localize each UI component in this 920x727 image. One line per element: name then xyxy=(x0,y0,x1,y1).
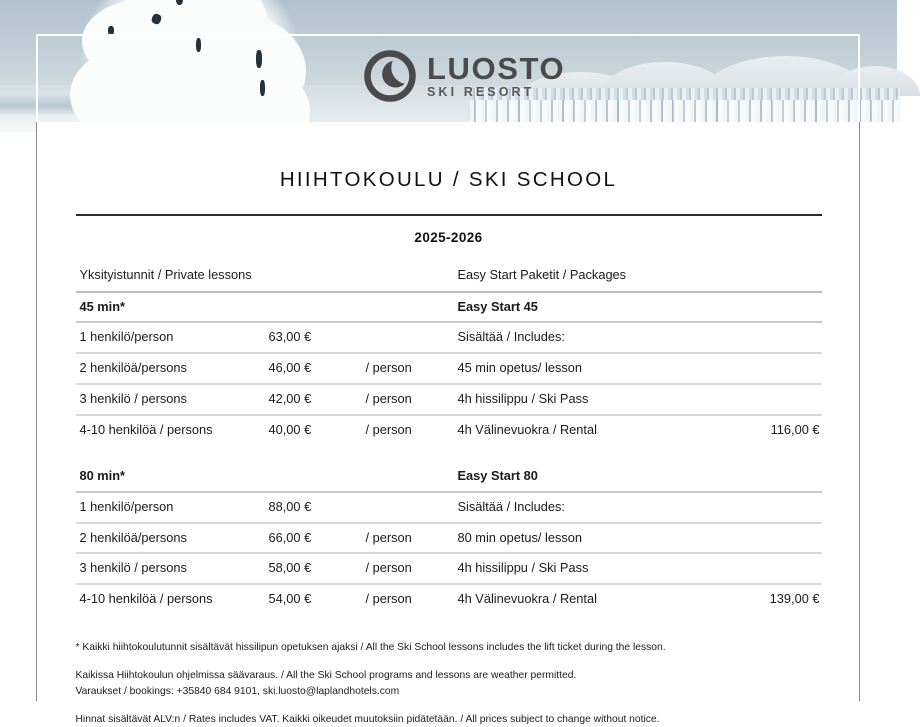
logo-name: LUOSTO xyxy=(427,50,566,86)
page-border-right xyxy=(859,122,860,701)
header-packages: Easy Start Paketit / Packages xyxy=(454,261,726,292)
row-label: 2 henkilöä/persons xyxy=(76,353,269,384)
package-price xyxy=(726,492,822,523)
logo-wordmark xyxy=(427,50,566,100)
row-price: 54,00 € xyxy=(268,591,312,607)
row-per: / person xyxy=(366,553,454,584)
row-label: 2 henkilöä/persons xyxy=(76,523,269,554)
row-label: 3 henkilö / persons xyxy=(76,553,269,584)
package-item: 4h hissilippu / Ski Pass xyxy=(454,553,726,584)
page-border-left xyxy=(36,122,37,701)
row-price: 40,00 € xyxy=(268,421,312,437)
row-per: / person xyxy=(366,523,454,554)
row-per: / person xyxy=(366,384,454,415)
section-left-heading: 45 min* xyxy=(76,292,269,323)
logo-tagline: SKI RESORT xyxy=(427,84,535,99)
table-row xyxy=(76,384,822,415)
season-label: 2025-2026 xyxy=(414,230,483,245)
package-item: 80 min opetus/ lesson xyxy=(454,523,726,554)
package-item: Sisältää / Includes: xyxy=(454,322,726,353)
table-header-row xyxy=(76,261,822,292)
table-row xyxy=(76,584,822,614)
package-item: 45 min opetus/ lesson xyxy=(454,353,726,384)
row-per xyxy=(366,492,454,523)
table-row xyxy=(76,523,822,554)
row-per: / person xyxy=(366,353,454,384)
row-price: 42,00 € xyxy=(269,384,366,415)
row-price: 63,00 € xyxy=(269,322,366,353)
section-heading-row xyxy=(76,292,822,323)
footnotes xyxy=(76,640,822,727)
row-per: / person xyxy=(365,591,412,607)
row-label: 4-10 henkilöä / persons xyxy=(79,421,213,437)
table-row xyxy=(76,492,822,523)
price-table xyxy=(76,261,822,614)
footnote-weather: Kaikissa Hiihtokoulun ohjelmissa säävaraus. / All the Ski School programs and lessons are weather permitted. xyxy=(75,670,577,682)
table-row xyxy=(76,415,822,445)
price-table-body xyxy=(76,261,822,614)
footnote-asterisk: * Kaikki hiihtokoulutunnit sisältävät hissilipun opetuksen ajaksi / All the Ski School lessons includes the lift ticket during the lesson. xyxy=(75,641,666,653)
row-price: 58,00 € xyxy=(269,553,366,584)
snowy-treeline xyxy=(470,100,900,122)
table-row xyxy=(76,353,822,384)
frame-border-top xyxy=(36,34,860,36)
row-per xyxy=(366,322,454,353)
package-price xyxy=(726,322,822,353)
package-price: 116,00 € xyxy=(770,421,820,437)
package-price xyxy=(726,384,822,415)
footnote-bookings: Varaukset / bookings: +35840 684 9101, ski.luosto@laplandhotels.com xyxy=(75,685,400,697)
row-label: 3 henkilö / persons xyxy=(76,384,269,415)
package-item: 4h Välinevuokra / Rental xyxy=(457,421,597,437)
package-price xyxy=(726,353,822,384)
package-item: Sisältää / Includes: xyxy=(454,492,726,523)
section-right-heading: Easy Start 45 xyxy=(454,292,726,323)
package-price: 139,00 € xyxy=(769,591,820,607)
price-list-document xyxy=(38,122,859,726)
table-row xyxy=(76,553,822,584)
package-item: 4h Välinevuokra / Rental xyxy=(457,591,597,607)
package-price xyxy=(726,523,822,554)
luosto-crescent-circle-logo-icon xyxy=(364,50,416,102)
row-per: / person xyxy=(365,421,412,437)
row-label: 4-10 henkilöä / persons xyxy=(79,591,213,607)
package-item: 4h hissilippu / Ski Pass xyxy=(454,384,726,415)
section-spacer xyxy=(76,444,822,462)
title-divider xyxy=(76,214,822,216)
row-label: 1 henkilö/person xyxy=(76,492,269,523)
section-right-heading: Easy Start 80 xyxy=(454,462,726,492)
header-private-lessons: Yksityistunnit / Private lessons xyxy=(76,261,269,292)
section-left-heading: 80 min* xyxy=(76,462,269,492)
page-title: HIIHTOKOULU / SKI SCHOOL xyxy=(279,168,618,191)
luosto-logo xyxy=(364,50,565,102)
table-row xyxy=(76,322,822,353)
row-price: 88,00 € xyxy=(269,492,366,523)
section-heading-row xyxy=(76,462,822,492)
row-label: 1 henkilö/person xyxy=(76,322,269,353)
package-price xyxy=(726,553,822,584)
row-price: 46,00 € xyxy=(269,353,366,384)
row-price: 66,00 € xyxy=(269,523,366,554)
footnote-vat: Hinnat sisältävät ALV:n / Rates includes VAT. Kaikki oikeudet muutoksiin pidätetään. / All prices subject to change without notice. xyxy=(75,714,660,726)
